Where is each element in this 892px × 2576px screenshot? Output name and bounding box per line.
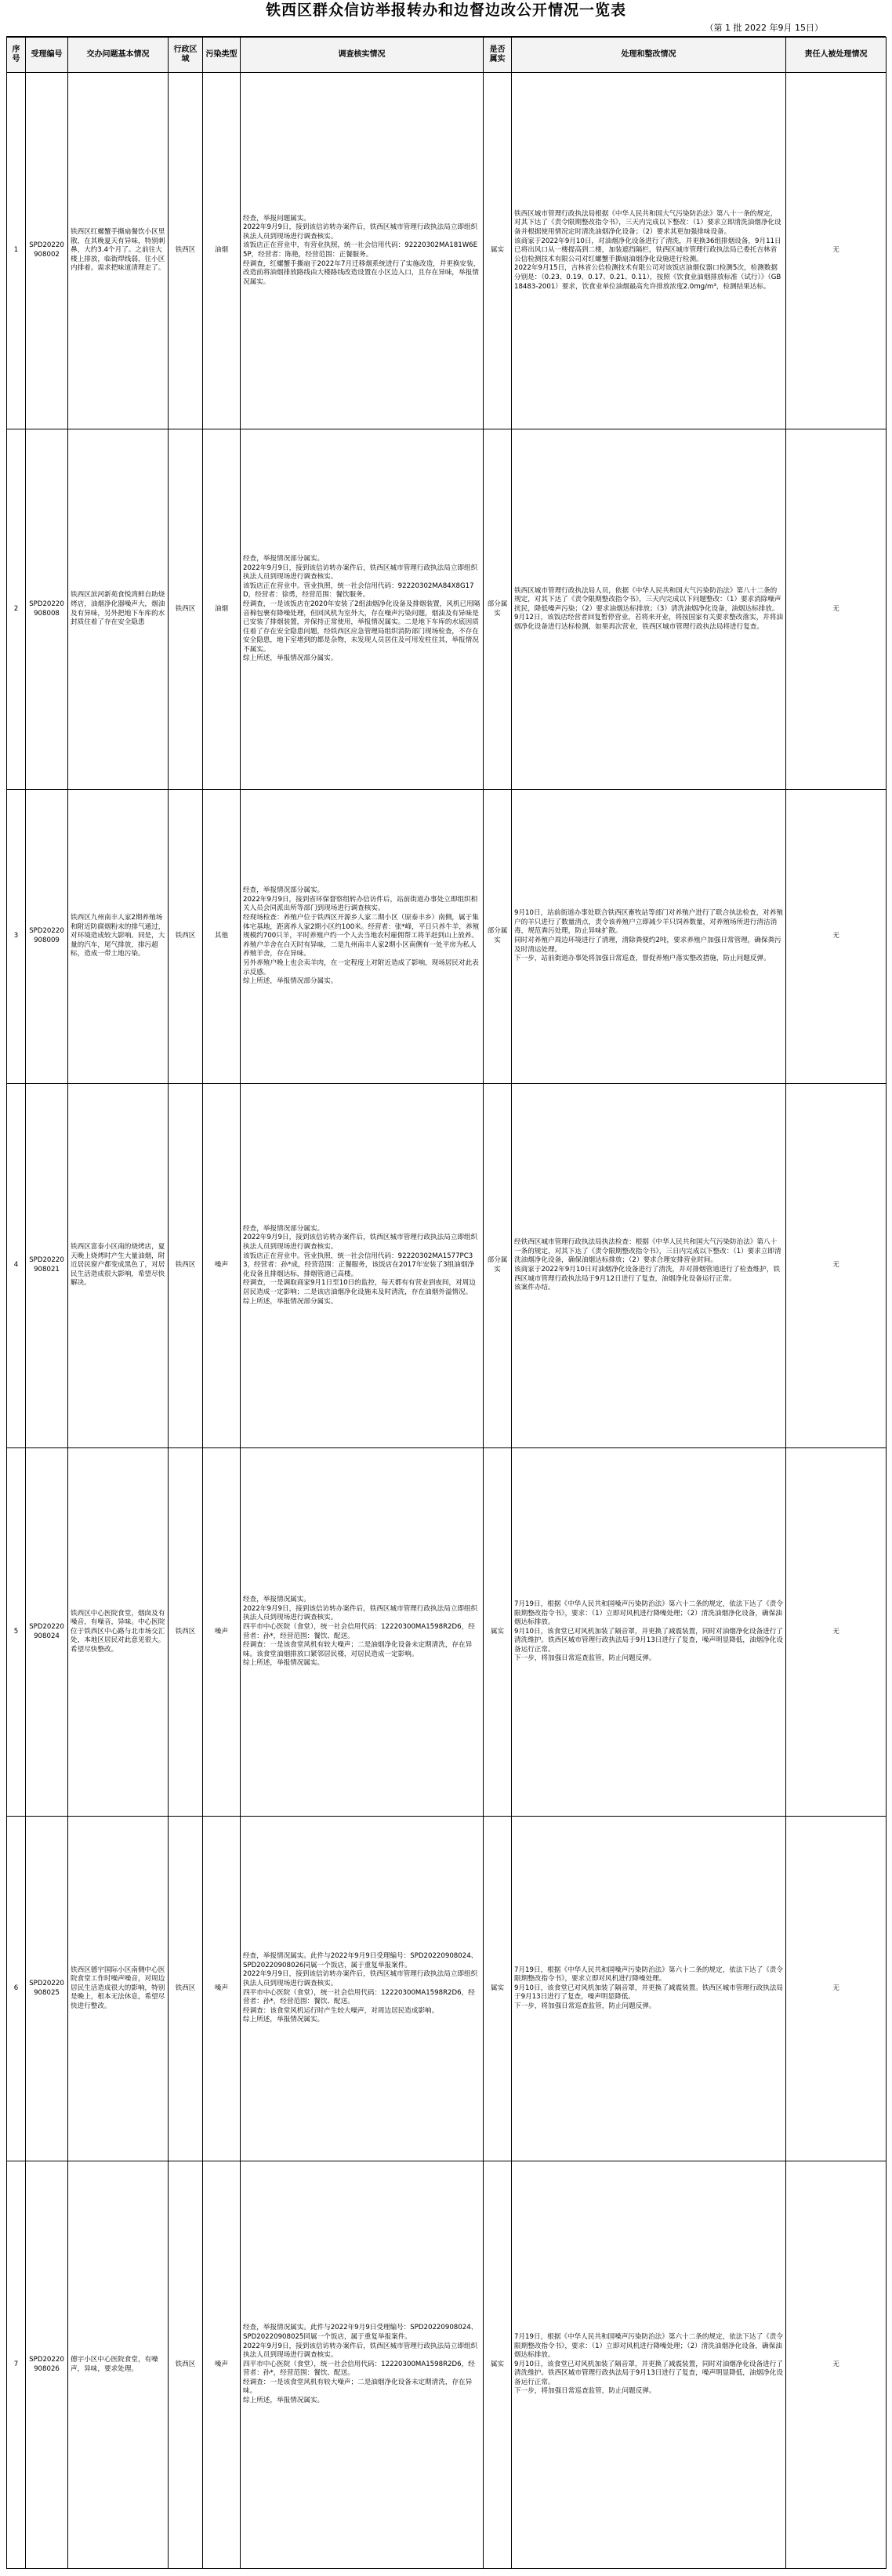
cell-no: 3 bbox=[7, 790, 26, 1084]
cell-person: 无 bbox=[786, 73, 887, 429]
cell-person: 无 bbox=[786, 2161, 887, 2569]
cell-real: 属实 bbox=[484, 1448, 512, 1817]
cell-no: 5 bbox=[7, 1448, 26, 1817]
table-row bbox=[7, 2161, 887, 2569]
cell-real: 部分属实 bbox=[484, 429, 512, 790]
cell-area: 铁西区 bbox=[169, 73, 203, 429]
cell-type: 噪声 bbox=[203, 2161, 241, 2569]
table-row bbox=[7, 429, 887, 790]
cell-type: 油烟 bbox=[203, 73, 241, 429]
header-survey: 调查核实情况 bbox=[241, 38, 484, 73]
cell-id: SPD20220908025 bbox=[26, 1817, 68, 2161]
cell-area: 铁西区 bbox=[169, 1084, 203, 1448]
table-header-row bbox=[7, 38, 887, 73]
cell-handle: 9月10日，站前街道办事处联合铁西区畜牧站等部门对养殖户进行了联合执法检查，对养殖户的羊只进行了数量清点，责令该养殖户立即减少羊只饲养数量，对养殖场所进行清洁消毒，规范粪污处理，防止异味扩散。 同时对养殖户周边环境进行了清理，清除粪便约2吨，要求养殖户加强日常管理，确保粪污及时清运处理。 下一步，站前街道办事处将加强日常巡查，督促养殖户落实整改措施，防止问题反弹。 bbox=[512, 790, 786, 1084]
cell-survey: 经查，举报情况部分属实。 2022年9月9日，接到该信访转办案件后，铁西区城市管理行政执法局立即组织执法人员到现场进行调查核实。 该饭店正在营业中。营业执照，统一社会信用代码：92220302MA84X8G17D，经营者：徐勇，经营范围：餐饮服务。 经调查，一是该饭店在2020年安装了2组油烟净化设备及排烟装置，风机已用隔音棉包裹有降噪处理，但回风机为室外大，存在噪声污染问题，烟油及有异味是已安装了排烟装置，并保持正常使用，举报情况属实。二是地下车库的水底因质住着了存在安全隐患问题，经铁西区应急管理局组织消防部门现场检查，不存在安全隐患，地下室堵到的都是杂物，未发现人员居住及可用发柱住其，举报情况不属实。 综上所述，举报情况部分属实。 bbox=[241, 429, 484, 790]
cell-handle: 经铁西区城市管理行政执法局执法检查：根据《中华人民共和国大气污染防治法》第八十一条的规定，对其下达了《责令限期整改指令书》，三日内完成以下整改：（1）要求立即清洗油烟净化设备，确保油烟达标排放；（2）要求合理安排营业时间。 该商家于2022年9月10日对油烟净化设备进行了清洗，并对排烟管道进行了检查维护，铁西区城市管理行政执法局于9月12日进行了复查，油烟净化设备运行正常。 该案件办结。 bbox=[512, 1084, 786, 1448]
header-real: 是否属实 bbox=[484, 38, 512, 73]
cell-no: 4 bbox=[7, 1084, 26, 1448]
header-issue: 交办问题基本情况 bbox=[68, 38, 169, 73]
header-person: 责任人被处理情况 bbox=[786, 38, 887, 73]
document-title: 铁西区群众信访举报转办和边督边改公开情况一览表 bbox=[265, 2, 626, 19]
header-id: 受理编号 bbox=[26, 38, 68, 73]
cell-survey: 经查，举报情况部分属实。 2022年9月9日，接到该信访转办案件后，铁西区城市管理行政执法局立即组织执法人员到现场进行调查核实。 该饭店正在营业中。营业执照，统一社会信用代码：92220302MA1577PC33，经营者：孙*成，经营范围：正餐服务，该饭店在2017年安装了3组油烟净化设备且排烟达标，排烟管道已高楼。 经调查，一是调取商家9月1日至10日的监控，每天都有有营业到夜间，对周边居民造成一定影响；二是该店油烟净化设施未及时清洗，存在油烟外溢情况。 综上所述，举报情况部分属实。 bbox=[241, 1084, 484, 1448]
cell-area: 铁西区 bbox=[169, 2161, 203, 2569]
cell-issue: 铁西区中心医院食堂，烟囱及有噪音，有噪音，异味。中心医院位于铁西区中心路与北市场交汇处，本地区居民对此意见很大。希望尽快整改。 bbox=[68, 1448, 169, 1817]
cell-person: 无 bbox=[786, 1448, 887, 1817]
cell-issue: 德宇小区中心医院食堂，有噪声，异味，要求处理。 bbox=[68, 2161, 169, 2569]
cell-real: 部分属实 bbox=[484, 1084, 512, 1448]
cell-no: 2 bbox=[7, 429, 26, 790]
cell-issue: 铁西区九州南丰人家2期养殖场和附近防腐烟粉末的排气通过，对环境造成较大影响。同是，大量的汽车，尾气排放，排污超标，造成一带土地污染。 bbox=[68, 790, 169, 1084]
header-no: 序号 bbox=[7, 38, 26, 73]
cell-real: 属实 bbox=[484, 1817, 512, 2161]
cell-area: 铁西区 bbox=[169, 1817, 203, 2161]
cell-survey: 经查，举报情况属实。 2022年9月9日，接到该信访转办案件后，铁西区城市管理行政执法局立即组织执法人员到现场进行调查核实。 四平市中心医院（食堂），统一社会信用代码：12220300MA1598R2D6，经营者：孙*，经营范围：餐饮、配送。 经调查：一是该食堂风机有较大噪声；二是油烟净化设备未定期清洗，存在异味。该食堂油烟排放口紧邻居民楼，对居民造成一定影响。 综上所述，举报情况属实。 bbox=[241, 1448, 484, 1817]
cell-id: SPD20220908021 bbox=[26, 1084, 68, 1448]
cell-real: 属实 bbox=[484, 73, 512, 429]
cell-handle: 铁西区城市管理行政执法局根据《中华人民共和国大气污染防治法》第八十一条的规定，对其下达了《责令限期整改指令书》，三天内完成以下整改：（1）要求立即清洗油烟净化设备并根据使用情况定时清洗油烟净化设备；（2）要求其更加强排味设备。 该商家于2022年9月10日，对油烟净化设备进行了清洗，并更换36组排烟设备，9月11日已将出风口从一楼提高到二楼，加装遮挡隔栏，铁西区城市管理行政执法局已委托吉林省公信检测技术有限公司对红螺蟹手撕扇油烟净化设施进行检测。 2022年9月15日，吉林省公信检测技术有限公司对该饭店油烟仪器口检测5次，检测数据分别是：（0.23、0.19、0.17、0.21、0.11），按照《饮食业油烟排放标准（试行）》（GB18483-2001）要求，饮食业单位油烟最高允许排放浓度2.0mg/m³，检测结果达标。 bbox=[512, 73, 786, 429]
cell-survey: 经查，举报情况部分属实。 2022年9月9日，接到省环保督察组转办信访件后，站前街道办事处立即组织相关人员会同派出所等部门到现场进行调查核实。 经现场检查：养殖户位于铁西区开源乡人家二期小区（原泰丰乡）南侧，属于集体宅基地，距离养人家2期小区约100米。经营者：张*峰，平日只养牛羊，养殖规模约700只羊，平时养殖户约一个人去当地农村雇佣帮工将羊赶到山上放养。养殖户羊舍在白天时有异味，二是九州南丰人家2期小区南侧有一处平房为私人养殖羊舍，存在异味。 另外养殖户晚上也会卖羊肉，在一定程度上对附近造成了影响，现场居民对此表示反感。 综上所述，举报情况部分属实。 bbox=[241, 790, 484, 1084]
cell-issue: 铁西区滨河新苑食悦湾鲜自助烧烤店，油烟净化器噪声大，烟油及有异味，另外把地下车库的水封质住着了存在安全隐患 bbox=[68, 429, 169, 790]
cell-person: 无 bbox=[786, 429, 887, 790]
cell-issue: 铁西区富泰小区南的烧烤店，夏天晚上烧烤时产生大量油烟，附近居民窗户都变成黑色了，对居民生活造成很大影响，希望尽快解决。 bbox=[68, 1084, 169, 1448]
cell-no: 6 bbox=[7, 1817, 26, 2161]
table-row bbox=[7, 73, 887, 429]
cell-issue: 铁西区红螺蟹手撕扇餐饮小区里散，在其晚夏天有异味，特别刺鼻，大约3.4个月了。之前往大楼上排放，临街焊线弱，往小区内排着。需求把味道清理走了。 bbox=[68, 73, 169, 429]
header-area: 行政区域 bbox=[169, 38, 203, 73]
cell-no: 7 bbox=[7, 2161, 26, 2569]
cell-id: SPD20220908002 bbox=[26, 73, 68, 429]
cell-id: SPD20220908009 bbox=[26, 790, 68, 1084]
batch-date: （第 1 批 2022 年9月 15日） bbox=[6, 20, 886, 37]
cell-handle: 7月19日，根据《中华人民共和国噪声污染防治法》第六十二条的规定，依法下达了《责令限期整改指令书》，要求：（1）立即对风机进行降噪处理；（2）清洗油烟净化设备，确保油烟达标排放。 9月10日，该食堂已对风机加装了隔音罩，并更换了减震装置，同时对油烟净化设备进行了清洗维护。铁西区城市管理行政执法局于9月13日进行了复查，噪声明显降低，油烟净化设备运行正常。 下一步，将加强日常巡查监管，防止问题反弹。 bbox=[512, 1448, 786, 1817]
cell-area: 铁西区 bbox=[169, 1448, 203, 1817]
cell-area: 铁西区 bbox=[169, 790, 203, 1084]
cell-type: 噪声 bbox=[203, 1448, 241, 1817]
cell-handle: 铁西区城市管理行政执法局人员，依据《中华人民共和国大气污染防治法》第八十二条的规定，对其下达了《责令限期整改指令书》，三天内完成以下问题整改：（1）要求消除噪声扰民，降低噪声污染；（2）要求油烟达标排放；（3）清洗油烟净化设备，油烟达标排放。 9月12日，该饭店经营者回复暂停营业，若将来开业，将按国家有关要求整改落实，并将油烟净化设备进行达标检测，如果再次营业，铁西区城市管理行政执法局将进行复查。 bbox=[512, 429, 786, 790]
cell-real: 属实 bbox=[484, 2161, 512, 2569]
cell-id: SPD20220908026 bbox=[26, 2161, 68, 2569]
header-handle: 处理和整改情况 bbox=[512, 38, 786, 73]
header-type: 污染类型 bbox=[203, 38, 241, 73]
cell-no: 1 bbox=[7, 73, 26, 429]
cell-survey: 经查，举报问题属实。 2022年9月9日，接到该信访转办案件后，铁西区城市管理行政执法局立即组织执法人员到现场进行调查核实。 该饭店正在营业中，有营业执照，统一社会信用代码：92220302MA181W6E5P，经营者：陈艳，经营范围：正餐服务。 经调查，红螺蟹手撕扇于2022年7月迁移烟系统进行了实施改造，并更换安装，改造前将油烟排放路线由大楼路线改造设置在小区边入口，且存在异味，举报情况属实。 bbox=[241, 73, 484, 429]
cell-person: 无 bbox=[786, 1817, 887, 2161]
cell-id: SPD20220908008 bbox=[26, 429, 68, 790]
cell-handle: 7月19日，根据《中华人民共和国噪声污染防治法》第六十二条的规定，依法下达了《责令限期整改指令书》，要求立即对风机进行降噪处理。 9月10日，该食堂已对风机加装了隔音罩，并更换了减震装置。铁西区城市管理行政执法局于9月13日进行了复查，噪声明显降低。 下一步，将加强日常巡查监管，防止问题反弹。 bbox=[512, 1817, 786, 2161]
cell-handle: 7月19日，根据《中华人民共和国噪声污染防治法》第六十二条的规定，依法下达了《责令限期整改指令书》，要求：（1）立即对风机进行降噪处理；（2）清洗油烟净化设备，确保油烟达标排放。 9月10日，该食堂已对风机加装了隔音罩，并更换了减震装置，同时对油烟净化设备进行了清洗维护。铁西区城市管理行政执法局于9月13日进行了复查，噪声明显降低，油烟净化设备运行正常。 下一步，将加强日常巡查监管，防止问题反弹。 bbox=[512, 2161, 786, 2569]
complaints-table bbox=[6, 37, 887, 2569]
cell-issue: 铁西区德宇国际小区南侧中心医院食堂工作时噪声噪音，对周边居民生活造成很大的影响，特别是晚上，根本无法休息，希望尽快进行整改。 bbox=[68, 1817, 169, 2161]
cell-person: 无 bbox=[786, 790, 887, 1084]
cell-real: 部分属实 bbox=[484, 790, 512, 1084]
cell-type: 油烟 bbox=[203, 429, 241, 790]
cell-survey: 经查，举报情况属实。此件与2022年9月9日受理编号：SPD20220908024、SPD20220908026同属一个饭店，属于重复举报案件。 2022年9月9日，接到该信访转办案件后，铁西区城市管理行政执法局立即组织执法人员到现场进行调查核实。 四平市中心医院（食堂），统一社会信用代码：12220300MA1598R2D6，经营者：孙*，经营范围：餐饮、配送。 经调查：该食堂风机运行时产生较大噪声，对周边居民造成影响。 综上所述，举报情况属实。 bbox=[241, 1817, 484, 2161]
table-row bbox=[7, 1817, 887, 2161]
cell-type: 噪声 bbox=[203, 1084, 241, 1448]
cell-survey: 经查，举报情况属实。此件与2022年9月9日受理编号：SPD20220908024、SPD20220908025同属一个饭店，属于重复举报案件。 2022年9月9日，接到该信访转办案件后，铁西区城市管理行政执法局立即组织执法人员到现场进行调查核实。 四平市中心医院（食堂），统一社会信用代码：12220300MA1598R2D6，经营者：孙*，经营范围：餐饮、配送。 经调查：一是该食堂风机有较大噪声；二是油烟净化设备未定期清洗，存在异味。 综上所述，举报情况属实。 bbox=[241, 2161, 484, 2569]
cell-id: SPD20220908024 bbox=[26, 1448, 68, 1817]
cell-type: 其他 bbox=[203, 790, 241, 1084]
cell-type: 噪声 bbox=[203, 1817, 241, 2161]
table-row bbox=[7, 1084, 887, 1448]
table-row bbox=[7, 1448, 887, 1817]
cell-person: 无 bbox=[786, 1084, 887, 1448]
table-row bbox=[7, 790, 887, 1084]
cell-area: 铁西区 bbox=[169, 429, 203, 790]
